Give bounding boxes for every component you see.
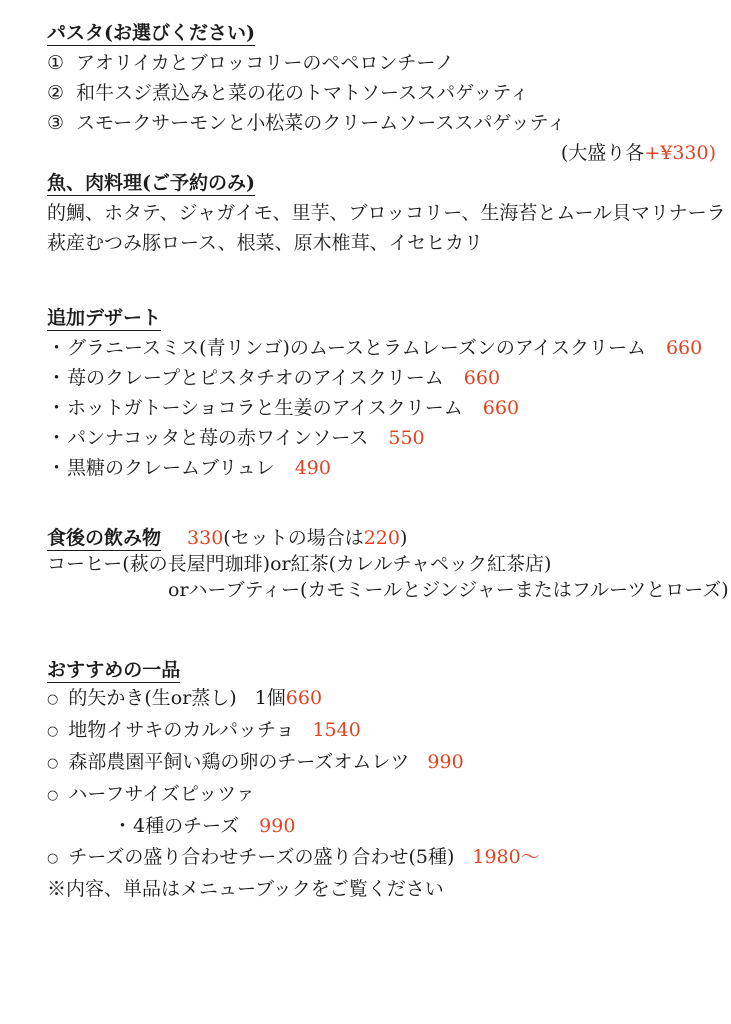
- drinks-heading-line: [47, 525, 716, 551]
- item-price: 990: [427, 751, 464, 773]
- drinks-price: 330: [187, 527, 224, 549]
- dot-bullet-icon: ・: [47, 397, 67, 419]
- set-note-text: ): [399, 527, 408, 549]
- section-pasta: [47, 18, 716, 168]
- item-text: 黒糖のクレームブリュレ: [67, 457, 275, 479]
- item-price: 660: [285, 687, 323, 709]
- menu-item: [47, 683, 716, 715]
- fish-meat-heading: 魚、肉料理(ご予約のみ): [47, 172, 255, 194]
- drinks-heading: 食後の飲み物: [47, 527, 162, 549]
- menu-item: [47, 78, 716, 108]
- circle-bullet-icon: ○: [47, 724, 59, 739]
- item-price: 660: [665, 337, 703, 359]
- menu-item: [47, 842, 716, 874]
- drinks-set-price: 220: [363, 527, 400, 549]
- item-text: 地物イサキのカルパッチョ: [68, 719, 295, 741]
- circled-number-marker: ②: [47, 82, 65, 104]
- footnote: ※内容、単品はメニューブックをご覧ください: [47, 878, 444, 900]
- dot-bullet-icon: ・: [113, 815, 133, 837]
- menu-item: [47, 747, 716, 779]
- desserts-heading-line: [47, 303, 716, 333]
- dot-bullet-icon: ・: [47, 457, 67, 479]
- item-text: 的矢かき(生or蒸し): [68, 687, 237, 709]
- fish-meat-description: 的鯛、ホタテ、ジャガイモ、里芋、ブロッコリー、生海苔とムール貝マリナーラ: [47, 202, 726, 224]
- circled-number-marker: ①: [47, 52, 65, 74]
- dot-bullet-icon: ・: [47, 367, 67, 389]
- menu-item: [47, 393, 716, 423]
- section-desserts: [47, 303, 716, 483]
- menu-item: [47, 811, 716, 842]
- item-text: スモークサーモンと小松菜のクリームソーススパゲッティ: [76, 112, 567, 134]
- menu-item: [47, 779, 716, 811]
- item-text: ハーフサイズピッツァ: [68, 783, 255, 805]
- set-note-text: (セットの場合は: [223, 527, 364, 549]
- circle-bullet-icon: ○: [47, 756, 59, 771]
- drinks-description: orハーブティー(カモミールとジンジャーまたはフルーツとローズ): [168, 579, 729, 601]
- fish-meat-heading-line: [47, 168, 716, 198]
- item-price: 1980～: [472, 846, 540, 868]
- section-recommended: [47, 657, 716, 905]
- item-text: 4種のチーズ: [133, 815, 240, 837]
- item-price: 660: [463, 367, 501, 389]
- item-text: パンナコッタと苺の赤ワインソース: [67, 427, 369, 449]
- section-fish-meat: [47, 168, 726, 258]
- item-price: 1540: [312, 719, 361, 741]
- drinks-description: コーヒー(萩の長屋門珈琲)or紅茶(カレルチャペック紅茶店): [47, 553, 552, 575]
- item-text: アオリイカとブロッコリーのペペロンチーノ: [76, 52, 454, 74]
- circle-bullet-icon: ○: [47, 851, 59, 866]
- menu-item: [47, 108, 716, 138]
- item-price: 990: [259, 815, 296, 837]
- note-price: +¥330): [644, 142, 716, 164]
- item-text: 苺のクレープとピスタチオのアイスクリーム: [67, 367, 444, 389]
- recommended-heading: おすすめの一品: [47, 659, 181, 681]
- menu-item: [47, 333, 716, 363]
- item-text: チーズの盛り合わせチーズの盛り合わせ(5種): [68, 846, 455, 868]
- menu-item: [47, 715, 716, 747]
- item-text: 森部農園平飼い鶏の卵のチーズオムレツ: [68, 751, 410, 773]
- menu-item: [47, 48, 716, 78]
- item-text: ホットガトーショコラと生姜のアイスクリーム: [67, 397, 463, 419]
- pasta-heading-line: [47, 18, 716, 48]
- item-quantity: 1個: [254, 687, 286, 709]
- menu-item: [47, 423, 716, 453]
- note-text: (大盛り各: [560, 142, 645, 164]
- circle-bullet-icon: ○: [47, 788, 59, 803]
- desserts-heading: 追加デザート: [47, 307, 162, 329]
- circle-bullet-icon: ○: [47, 692, 59, 707]
- item-text: 和牛スジ煮込みと菜の花のトマトソーススパゲッティ: [76, 82, 529, 104]
- pasta-heading: パスタ(お選びください): [47, 22, 255, 44]
- item-text: グラニースミス(青リンゴ)のムースとラムレーズンのアイスクリーム: [67, 337, 646, 359]
- dot-bullet-icon: ・: [47, 427, 67, 449]
- dot-bullet-icon: ・: [47, 337, 67, 359]
- recommended-heading-line: [47, 657, 716, 683]
- item-price: 660: [482, 397, 520, 419]
- section-drinks: [47, 525, 729, 603]
- fish-meat-description: 萩産むつみ豚ロース、根菜、原木椎茸、イセヒカリ: [47, 232, 484, 254]
- item-price: 490: [294, 457, 331, 479]
- item-price: 550: [388, 427, 425, 449]
- menu-item: [47, 453, 716, 483]
- large-size-note: [47, 138, 716, 168]
- menu-item: [47, 363, 716, 393]
- circled-number-marker: ③: [47, 112, 65, 134]
